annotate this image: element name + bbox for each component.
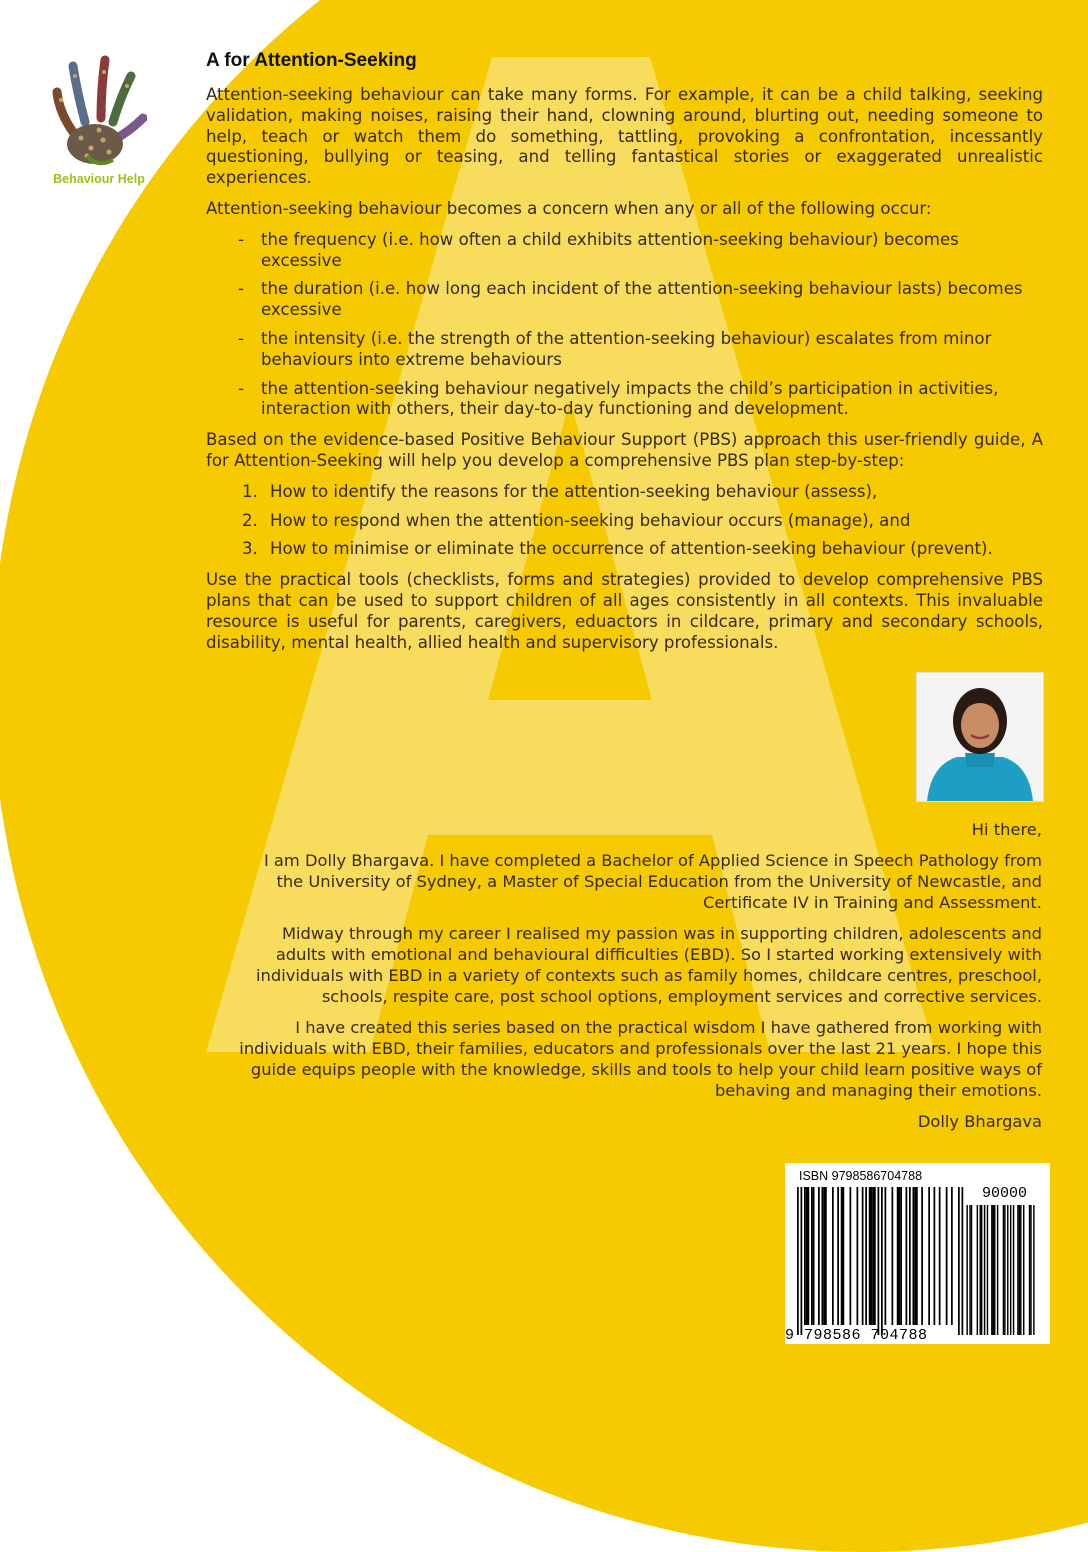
behaviour-help-logo: [21, 38, 177, 194]
barcode-bar: [939, 1187, 941, 1325]
barcode-bar: [872, 1187, 874, 1325]
barcode-bar: [946, 1187, 948, 1325]
barcode-bar: [843, 1187, 845, 1325]
barcode-bar: [921, 1187, 923, 1325]
addon-bar: [1003, 1205, 1004, 1335]
barcode-bar: [871, 1187, 873, 1325]
addon-bar: [991, 1205, 992, 1335]
concern-intro: Attention-seeking behaviour becomes a concern when any or all of the following occur:: [206, 198, 932, 218]
barcode-bar: [916, 1187, 918, 1325]
barcode-bar: [892, 1187, 894, 1325]
barcode-bar: [850, 1187, 852, 1325]
barcode-bar: [823, 1187, 825, 1325]
addon-bar: [997, 1205, 998, 1335]
steps-list: [206, 482, 1043, 560]
list-item: - the frequency (i.e. how often a child exhibits attention-seeking behaviour) becomes excessive: [238, 229, 959, 270]
addon-bar: [1010, 1205, 1011, 1335]
list-item: - the duration (i.e. how long each incident of the attention-seeking behaviour lasts) becomes excessive: [238, 279, 1023, 320]
isbn-digits: 9 798586 704788: [785, 1327, 928, 1344]
barcode-bar: [897, 1187, 899, 1325]
barcode-bar: [874, 1187, 876, 1325]
addon-bar: [1013, 1205, 1014, 1335]
barcode-bar: [951, 1187, 953, 1325]
barcode-bar: [841, 1187, 843, 1325]
barcode-bar: [837, 1187, 839, 1325]
addon-bar: [981, 1205, 982, 1335]
page-title: A for Attention-Seeking: [206, 50, 417, 71]
description-section: [206, 48, 1043, 663]
barcode-bar: [811, 1187, 813, 1325]
addon-bar: [987, 1205, 988, 1335]
bio-paragraph: Midway through my career I realised my passion was in supporting children, adolescents and adults with emotional and behavioural difficulties (EBD). So I started working extensively with individuals with EBD in a variety of contexts such as family homes, childcare centres, preschool, schools, respite care, post school options, employment services and corrective services.: [256, 924, 1042, 1006]
barcode-bar: [818, 1187, 820, 1325]
barcode-bar: [962, 1187, 964, 1335]
barcode-bar: [869, 1187, 871, 1325]
author-photo: [916, 672, 1044, 802]
addon-bar: [1020, 1205, 1021, 1335]
addon-bar: [993, 1205, 994, 1335]
addon-bar: [1004, 1205, 1005, 1335]
barcode-bar: [928, 1187, 930, 1325]
list-item: 3. How to minimise or eliminate the occurrence of attention-seeking behaviour (prevent).: [242, 539, 993, 559]
bio-greeting: Hi there,: [971, 820, 1042, 839]
intro-paragraph: Attention-seeking behaviour can take many forms. For example, it can be a child talking, seeking validation, making noises, raising their hand, clowning around, blurting out, needing someone to help, teach or watch them do something, tattling, provoking a confrontation, incessantly questioning, bullying or teasing, and telling fantastical stories or exaggerated unrealistic experiences.: [206, 85, 1043, 188]
barcode-bar: [822, 1187, 824, 1325]
addon-bar: [1029, 1205, 1030, 1335]
addon-bar: [1030, 1205, 1031, 1335]
addon-bar: [1033, 1205, 1034, 1335]
barcode-bar: [825, 1187, 827, 1325]
barcode-bar: [878, 1187, 880, 1335]
barcode-bar: [906, 1187, 908, 1325]
barcode-bar: [909, 1187, 911, 1325]
addon-bar: [1019, 1205, 1020, 1335]
addon-bar: [1017, 1205, 1018, 1335]
barcode-bar: [865, 1187, 867, 1325]
barcode-bar: [806, 1187, 808, 1325]
addon-bar: [994, 1205, 995, 1335]
hand-icon: [51, 52, 147, 172]
barcode-bar: [801, 1187, 803, 1335]
barcode-bar: [900, 1187, 902, 1325]
barcode-bar: [808, 1187, 810, 1325]
barcode-bar: [914, 1187, 916, 1325]
list-item: 2. How to respond when the attention-seeking behaviour occurs (manage), and: [242, 510, 911, 530]
bio-paragraph: I have created this series based on the practical wisdom I have gathered from working with individuals with EBD, their families, educators and professionals over the last 21 years. I hope this guide equips people with the knowledge, skills and tools to help your child learn positive ways of behaving and managing their emotions.: [239, 1018, 1042, 1100]
list-item: - the intensity (i.e. the strength of the attention-seeking behaviour) escalates from minor behaviours into extreme behaviours: [238, 328, 992, 369]
barcode-bar: [813, 1187, 815, 1325]
barcode-bar: [804, 1187, 806, 1325]
barcode-bar: [899, 1187, 901, 1325]
price-code: 90000: [982, 1185, 1028, 1202]
bio-paragraph: I am Dolly Bhargava. I have completed a Bachelor of Applied Science in Speech Pathology from the University of Sydney, a Master of Special Education from the University of Newcastle, and Certificate IV in Training and Assessment.: [263, 851, 1042, 912]
barcode-bar: [913, 1187, 915, 1325]
barcode-bar: [934, 1187, 936, 1325]
pbs-intro: Based on the evidence-based Positive Behaviour Support (PBS) approach this user-friendly guide, A for Attention-Seeking will help you develop a comprehensive PBS plan step-by-step:: [206, 430, 1043, 470]
addon-bar: [980, 1205, 981, 1335]
isbn-barcode: [785, 1163, 1050, 1344]
addon-bar: [984, 1205, 985, 1335]
addon-bar: [1007, 1205, 1008, 1335]
barcode-bar: [862, 1187, 864, 1325]
barcode-bar: [885, 1187, 887, 1325]
concern-list: [206, 230, 1043, 420]
barcode-bar: [958, 1187, 960, 1335]
list-item: - the attention-seeking behaviour negatively impacts the child’s participation in activities, interaction with others, their day-to-day functioning and development.: [238, 378, 999, 419]
barcode-bar: [832, 1187, 834, 1325]
addon-bar: [1023, 1205, 1024, 1335]
logo-text: Behaviour Help: [53, 172, 145, 186]
addon-bar: [966, 1205, 967, 1335]
barcode-bar: [857, 1187, 859, 1325]
tools-paragraph: Use the practical tools (checklists, forms and strategies) provided to develop comprehensive PBS plans that can be used to support children of all ages consistently in all contexts. This invaluable resource is useful for parents, caregivers, eduactors in cildcare, primary and secondary schools, disability, mental health, allied health and supervisory professionals.: [206, 570, 1043, 652]
addon-bar: [971, 1205, 972, 1335]
author-signature: Dolly Bhargava: [917, 1112, 1042, 1131]
isbn-label: ISBN 9798586704788: [799, 1169, 923, 1183]
addon-bar: [977, 1205, 978, 1335]
barcode-bar: [881, 1187, 883, 1335]
addon-bar: [969, 1205, 970, 1335]
author-bio: [236, 819, 1042, 1142]
list-item: 1. How to identify the reasons for the attention-seeking behaviour (assess),: [242, 481, 878, 501]
barcode-bar: [797, 1187, 799, 1335]
